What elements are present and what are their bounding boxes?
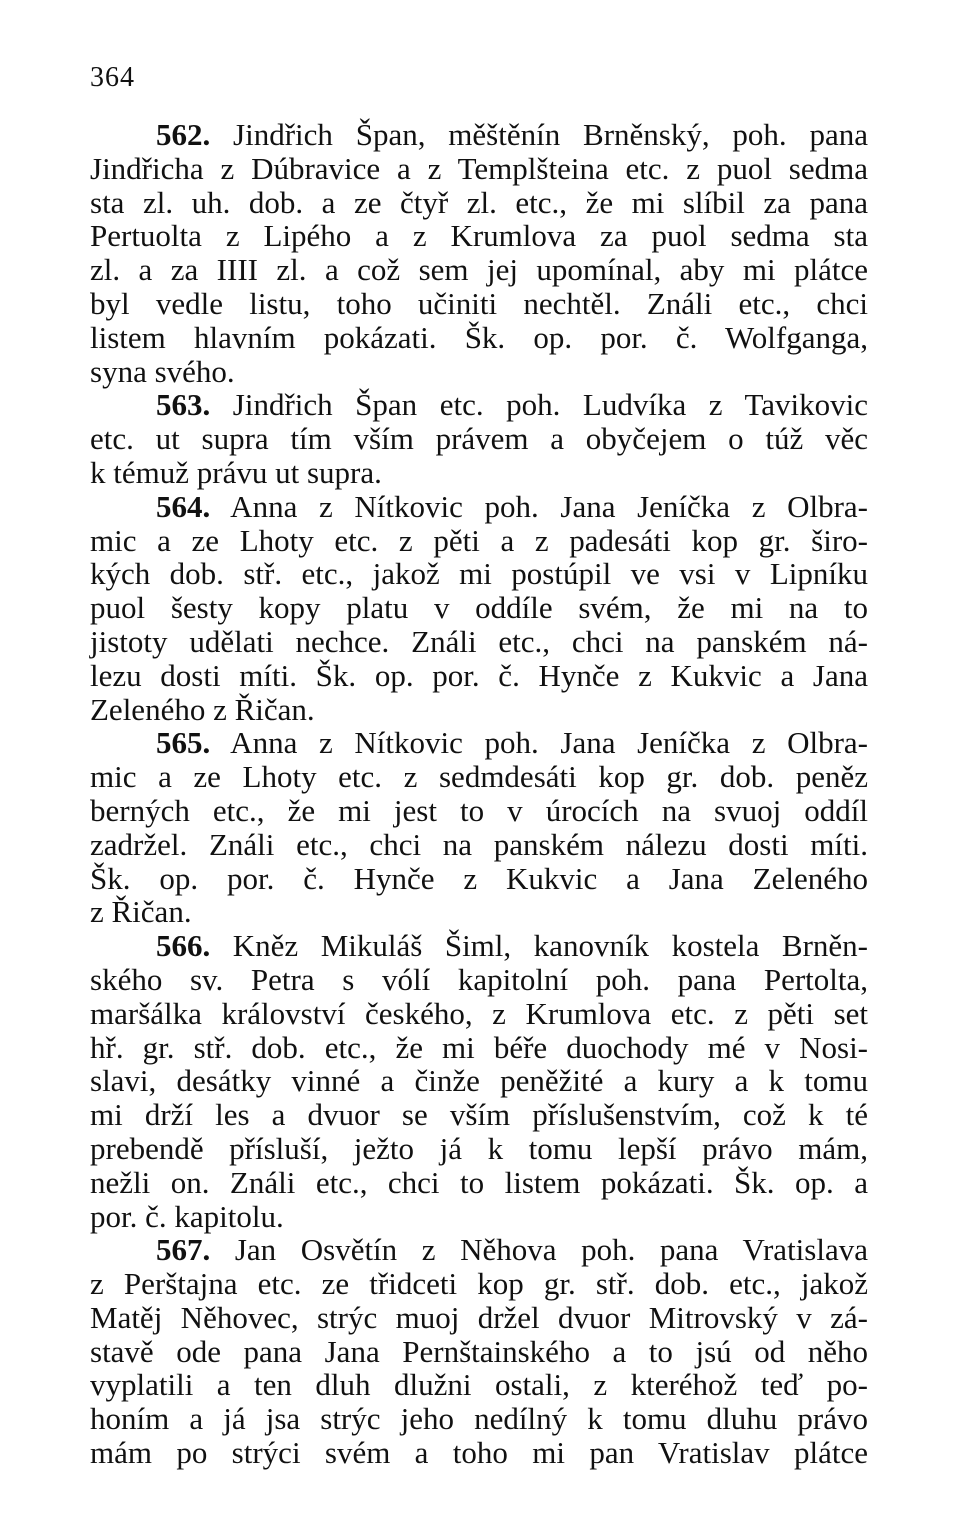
text-line <box>90 186 868 220</box>
entry-first-line <box>90 118 868 152</box>
line-text: Matěj Něhovec, strýc muoj držel dvuor Mitrovský v zá- <box>90 1299 868 1335</box>
line-text: zadržel. Ználi etc., chci na panském nálezu dosti míti. <box>90 826 868 862</box>
line-text: Jindřich Špan etc. poh. Ludvíka z Tavikovic <box>210 387 868 423</box>
line-text: hř. gr. stř. dob. etc., že mi béře duochody mé v Nosi- <box>90 1029 868 1065</box>
line-text: k témuž právu ut supra. <box>90 454 382 490</box>
line-text: Pertuolta z Lipého a z Krumlova za puol sedma sta <box>90 218 868 254</box>
entry-number: 564. <box>156 488 211 524</box>
text-line <box>90 1368 868 1402</box>
text-line <box>90 456 868 490</box>
text-line <box>90 557 868 591</box>
text-line <box>90 287 868 321</box>
entry-number: 563. <box>156 387 211 423</box>
line-text: Anna z Nítkovic poh. Jana Jeníčka z Olbra- <box>210 488 868 524</box>
line-text: honím a já jsa strýc jeho nedílný k tomu dluhu právo <box>90 1401 868 1437</box>
entry-number: 566. <box>156 928 211 964</box>
entry-first-line <box>90 490 868 524</box>
entry-number: 565. <box>156 725 211 761</box>
text-line <box>90 152 868 186</box>
line-text: nežli on. Ználi etc., chci to listem pokázati. Šk. op. a <box>90 1164 868 1200</box>
entry-first-line <box>90 388 868 422</box>
line-text: syna svého. <box>90 353 235 389</box>
line-text: mi drží les a dvuor se vším příslušenstvím, což k té <box>90 1097 868 1133</box>
text-line <box>90 963 868 997</box>
line-text: vyplatili a ten dluh dlužni ostali, z kteréhož teď po- <box>90 1367 868 1403</box>
entry-first-line <box>90 1233 868 1267</box>
text-line <box>90 422 868 456</box>
text-line <box>90 828 868 862</box>
text-line <box>90 253 868 287</box>
entry-number: 562. <box>156 117 211 152</box>
line-text: z Řičan. <box>90 894 192 930</box>
text-line <box>90 355 868 389</box>
text-line <box>90 1031 868 1065</box>
page-number: 364 <box>90 62 135 93</box>
text-line <box>90 1301 868 1335</box>
line-text: z Perštajna etc. ze třidceti kop gr. stř. dob. etc., jakož <box>90 1266 868 1302</box>
text-line <box>90 1166 868 1200</box>
line-text: prebendě přísluší, ježto já k tomu lepší právo mám, <box>90 1130 868 1166</box>
text-line <box>90 895 868 929</box>
text-line <box>90 219 868 253</box>
line-text: Jindřich Špan, měštěnín Brněnský, poh. pana <box>210 117 868 152</box>
line-text: berných etc., že mi jest to v úrocích na svuoj oddíl <box>90 792 868 828</box>
line-text: lezu dosti míti. Šk. op. por. č. Hynče z Kukvic a Jana <box>90 657 868 693</box>
text-line <box>90 1132 868 1166</box>
entry-first-line <box>90 726 868 760</box>
line-text: mic a ze Lhoty etc. z pěti a z padesáti kop gr. širo- <box>90 522 868 558</box>
line-text: mám po strýci svém a toho mi pan Vratislav plátce <box>90 1435 868 1471</box>
text-line <box>90 591 868 625</box>
text-line <box>90 693 868 727</box>
line-text: listem hlavním pokázati. Šk. op. por. č. Wolfganga, <box>90 319 868 355</box>
text-line <box>90 1098 868 1132</box>
text-line <box>90 794 868 828</box>
text-line <box>90 625 868 659</box>
line-text: puol šesty kopy platu v oddíle svém, že mi na to <box>90 590 868 626</box>
text-line <box>90 1436 868 1470</box>
text-line <box>90 862 868 896</box>
body-text <box>90 118 868 1470</box>
text-line <box>90 321 868 355</box>
line-text: Jindřicha z Dúbravice a z Templšteina etc. z puol sedma <box>90 150 868 186</box>
text-line <box>90 659 868 693</box>
line-text: Kněz Mikuláš Šiml, kanovník kostela Brněn- <box>210 928 868 964</box>
line-text: kých dob. stř. etc., jakož mi postúpil ve vsi v Lipníku <box>90 556 868 592</box>
line-text: Anna z Nítkovic poh. Jana Jeníčka z Olbra- <box>210 725 868 761</box>
line-text: etc. ut supra tím vším právem a obyčejem o túž věc <box>90 421 868 457</box>
line-text: ského sv. Petra s vólí kapitolní poh. pana Pertolta, <box>90 961 868 997</box>
line-text: Jan Osvětín z Něhova poh. pana Vratislava <box>210 1232 868 1268</box>
text-line <box>90 1200 868 1234</box>
text-line <box>90 760 868 794</box>
text-line <box>90 1402 868 1436</box>
entry-first-line <box>90 929 868 963</box>
line-text: maršálka království českého, z Krumlova etc. z pěti set <box>90 995 868 1031</box>
text-line <box>90 1267 868 1301</box>
line-text: stavě ode pana Jana Pernštainského a to jsú od něho <box>90 1333 868 1369</box>
line-text: sta zl. uh. dob. a ze čtyř zl. etc., že mi slíbil za pana <box>90 184 868 220</box>
line-text: Šk. op. por. č. Hynče z Kukvic a Jana Zeleného <box>90 860 868 896</box>
line-text: zl. a za IIII zl. a což sem jej upomínal, aby mi plátce <box>90 252 868 288</box>
line-text: por. č. kapitolu. <box>90 1198 284 1234</box>
text-line <box>90 1064 868 1098</box>
entry-number: 567. <box>156 1232 211 1268</box>
line-text: mic a ze Lhoty etc. z sedmdesáti kop gr. dob. peněz <box>90 759 868 795</box>
text-line <box>90 524 868 558</box>
line-text: Zeleného z Řičan. <box>90 691 315 727</box>
text-line <box>90 997 868 1031</box>
line-text: byl vedle listu, toho učiniti nechtěl. Ználi etc., chci <box>90 285 868 321</box>
line-text: jistoty udělati nechce. Ználi etc., chci na panském ná- <box>90 623 868 659</box>
text-line <box>90 1335 868 1369</box>
line-text: slavi, desátky vinné a činže peněžité a kury a k tomu <box>90 1063 868 1099</box>
